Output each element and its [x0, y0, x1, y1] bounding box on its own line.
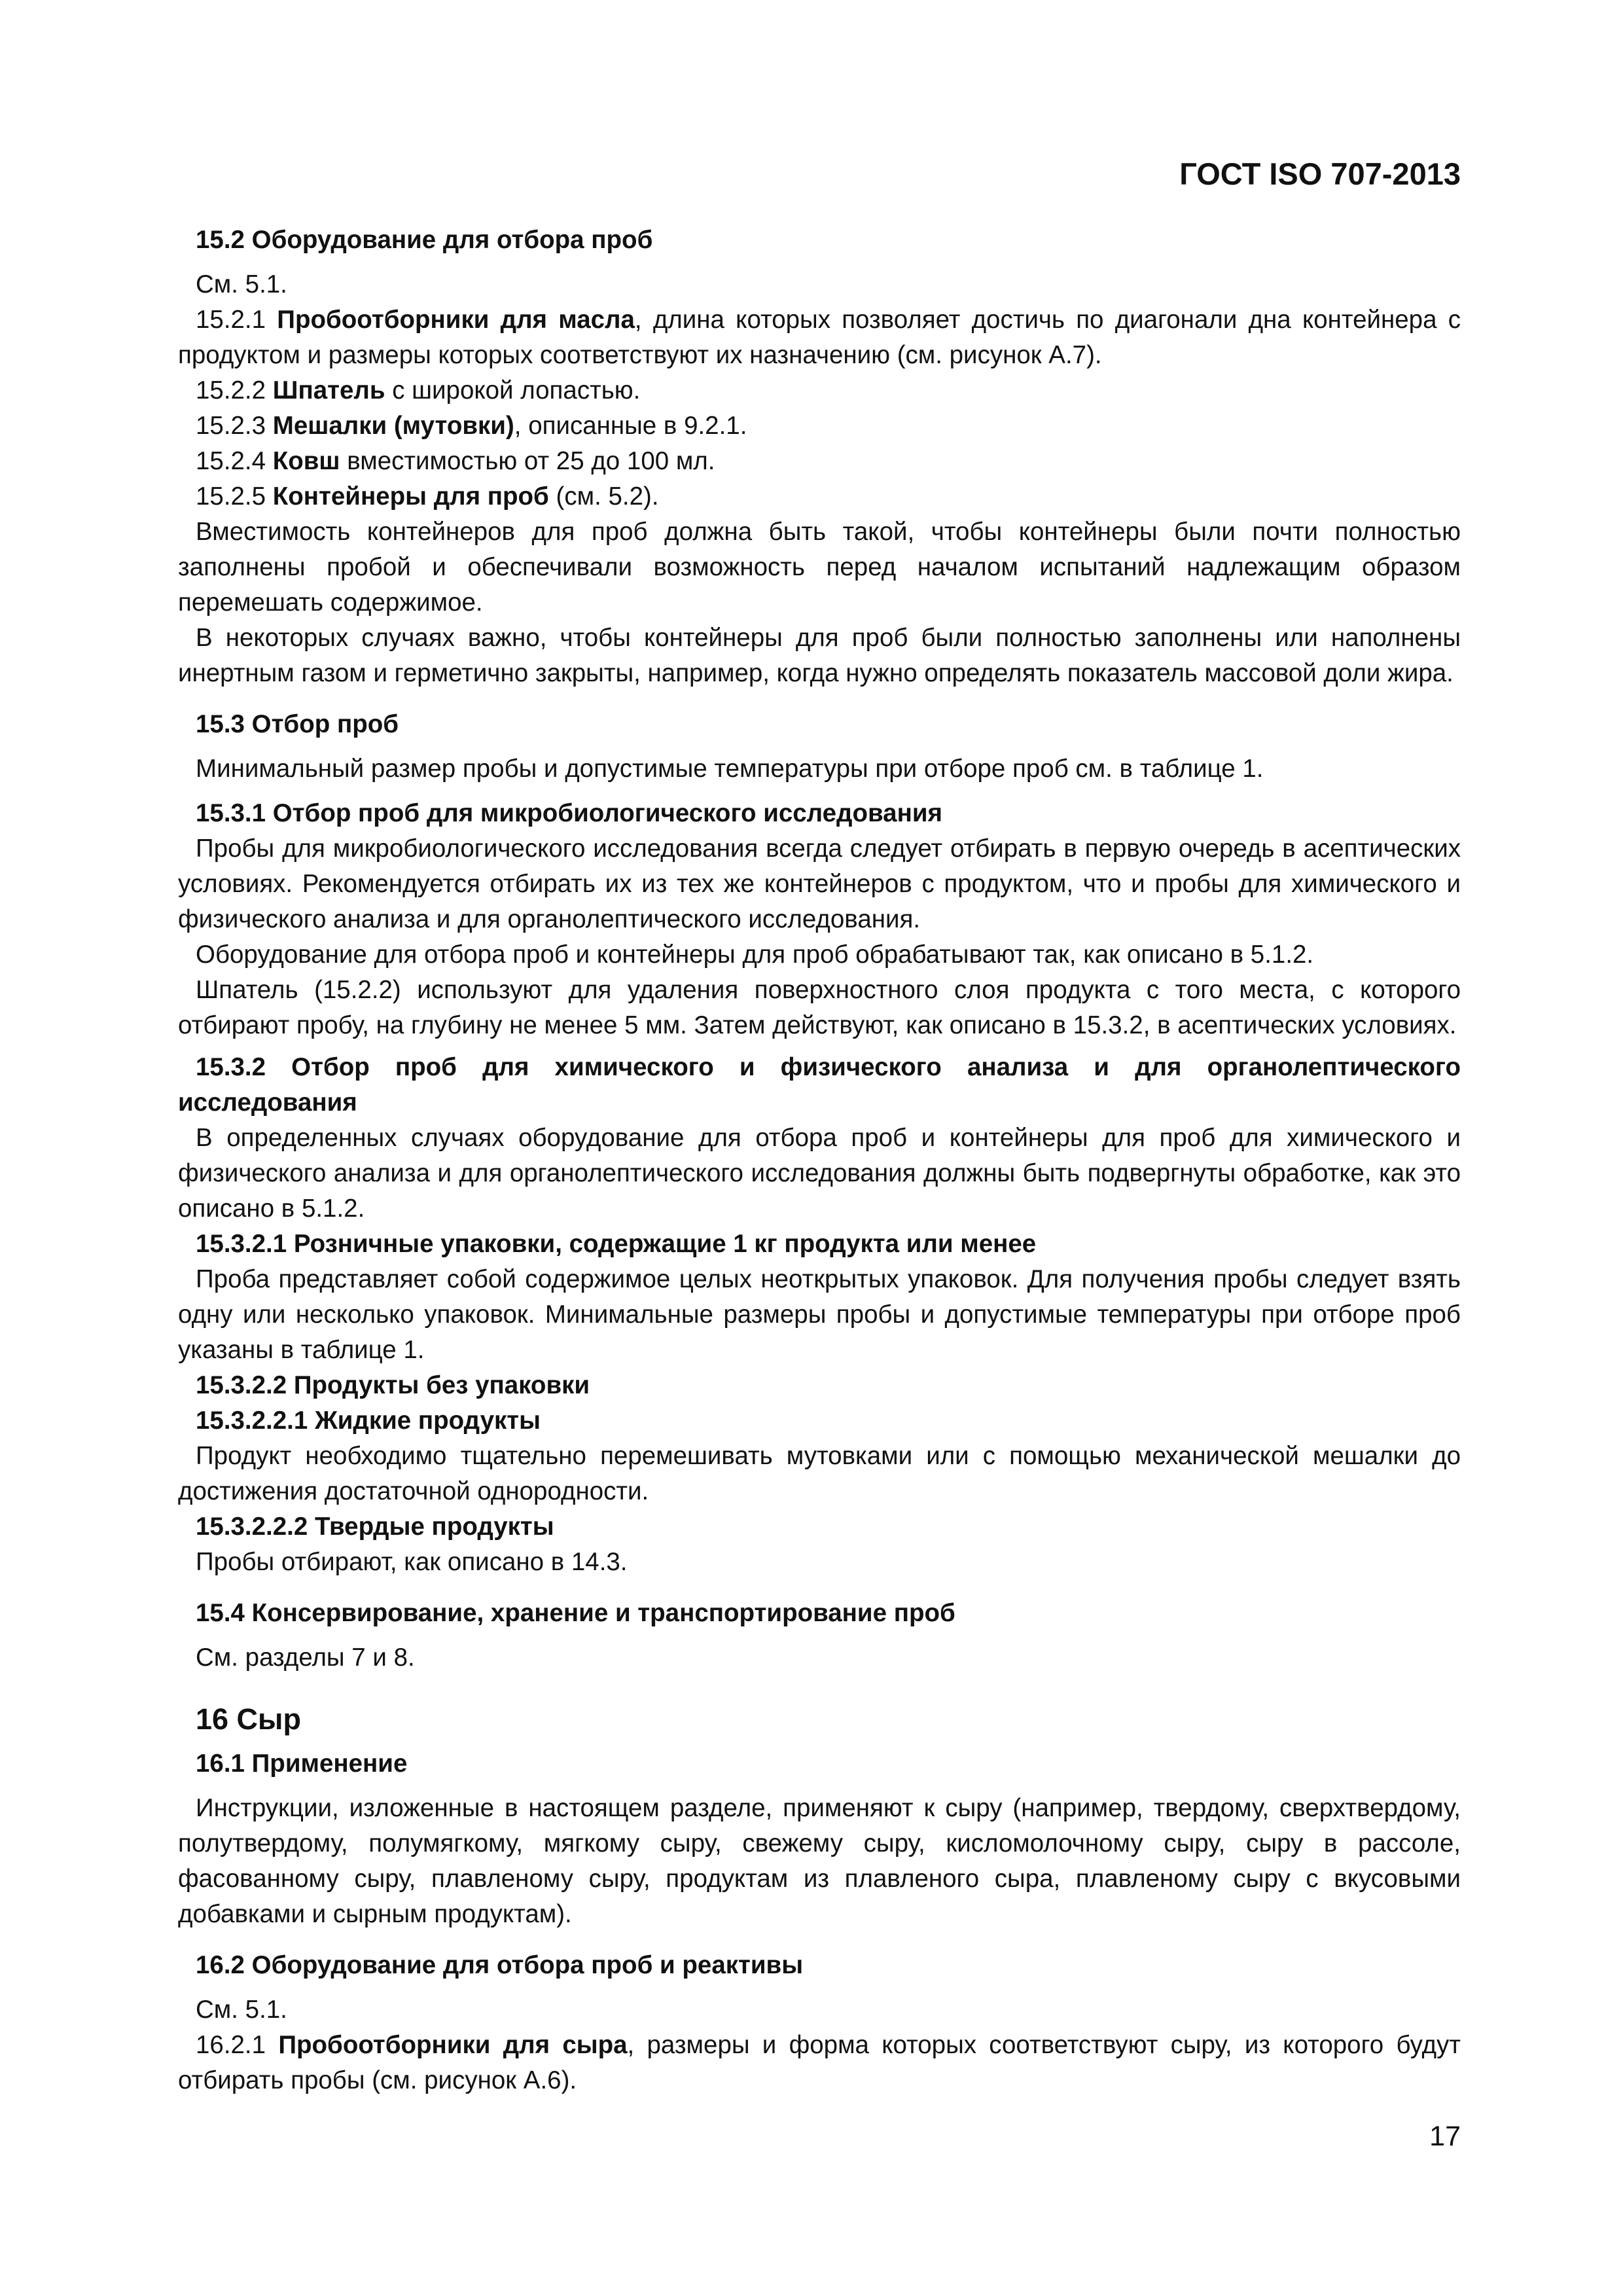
item-term: Пробоотборники для сыра — [278, 2031, 628, 2059]
paragraph: Минимальный размер пробы и допустимые температуры при отборе проб см. в таблице 1. — [196, 755, 1264, 783]
paragraph: В некоторых случаях важно, чтобы контейнеры для проб были полностью заполнены или наполнены инертным газом и герметично закрыты, например, когда нужно определять показатель массовой доли жира. — [178, 624, 1461, 687]
document-header: ГОСТ ISO 707-2013 — [1179, 156, 1461, 191]
item-number: 15.2.2 — [196, 376, 266, 404]
paragraph: Шпатель (15.2.2) используют для удаления поверхностного слоя продукта с того места, с которого отбирают пробу, на глубину не менее 5 мм. Затем действуют, как описано в 15.3.2, в асептических условиях. — [178, 976, 1461, 1039]
item-term: Контейнеры для проб — [272, 482, 549, 511]
section-heading-15-3-2: 15.3.2 Отбор проб для химического и физического анализа и для органолептического исследования — [178, 1053, 1461, 1117]
chapter-heading-16: 16 Сыр — [196, 1702, 301, 1736]
item-term: Ковш — [272, 447, 340, 475]
item-term: Мешалки (мутовки) — [272, 412, 514, 440]
item-text: , описанные в 9.2.1. — [514, 412, 747, 440]
list-item-16-2-1 — [178, 2028, 1461, 2098]
section-heading-15-3: 15.3 Отбор проб — [196, 710, 399, 738]
paragraph: В определенных случаях оборудование для отбора проб и контейнеры для проб для химического и физического анализа и для органолептического исследования должны быть подвергнуты обработке, как это описано в 5.1.2. — [178, 1124, 1461, 1223]
item-text: вместимостью от 25 до 100 мл. — [340, 447, 715, 475]
item-text: с широкой лопастью. — [385, 376, 641, 404]
item-text: , размеры и форма которых соответствуют сыру, из которого будут отбирать пробы (см. рисунок А.6). — [178, 2031, 1461, 2094]
section-heading-15-3-2-1: 15.3.2.1 Розничные упаковки, содержащие 1 кг продукта или менее — [196, 1230, 1037, 1258]
paragraph: Вместимость контейнеров для проб должна быть такой, чтобы контейнеры были почти полностью заполнены пробой и обеспечивали возможность перед началом испытаний надлежащим образом перемешать содержимое. — [178, 518, 1461, 617]
list-item-15-2-5 — [178, 479, 1461, 514]
section-heading-15-3-1: 15.3.1 Отбор проб для микробиологического исследования — [196, 799, 942, 827]
item-number: 15.2.3 — [196, 412, 266, 440]
item-number: 15.2.1 — [196, 306, 266, 334]
list-item-15-2-1 — [178, 302, 1461, 373]
paragraph: Инструкции, изложенные в настоящем разделе, применяют к сыру (например, твердому, сверхтвердому, полутвердому, полумягкому, мягкому сыру, свежему сыру, кисломолочному сыру, сыру в рассоле, фасованному сыру, плавленому сыру, продуктам из плавленого сыра, плавленому сыру с вкусовыми добавками и сырным продуктам). — [178, 1794, 1461, 1928]
item-term: Пробоотборники для масла — [277, 306, 635, 334]
paragraph: Продукт необходимо тщательно перемешивать мутовками или с помощью механической мешалки до достижения достаточной однородности. — [178, 1442, 1461, 1505]
document-body — [178, 223, 1461, 2098]
item-number: 15.2.5 — [196, 482, 266, 511]
list-item-15-2-2 — [178, 373, 1461, 408]
list-item-15-2-4 — [178, 444, 1461, 479]
item-term: Шпатель — [272, 376, 385, 404]
section-heading-15-3-2-2-1: 15.3.2.2.1 Жидкие продукты — [196, 1407, 541, 1435]
paragraph: Пробы отбирают, как описано в 14.3. — [196, 1548, 628, 1576]
paragraph: Пробы для микробиологического исследования всегда следует отбирать в первую очередь в асептических условиях. Рекомендуется отбирать их из тех же контейнеров с продуктом, что и пробы для химического и физического анализа и для органолептического исследования. — [178, 834, 1461, 933]
paragraph: Проба представляет собой содержимое целых неоткрытых упаковок. Для получения пробы следует взять одну или несколько упаковок. Минимальные размеры пробы и допустимые температуры при отборе проб указаны в таблице 1. — [178, 1265, 1461, 1364]
section-heading-15-3-2-2-2: 15.3.2.2.2 Твердые продукты — [196, 1513, 554, 1541]
paragraph: См. 5.1. — [196, 1996, 287, 2024]
item-text: (см. 5.2). — [548, 482, 659, 511]
section-heading-15-2: 15.2 Оборудование для отбора проб — [196, 226, 653, 254]
page-number: 17 — [1429, 2121, 1461, 2152]
item-text: , длина которых позволяет достичь по диагонали дна контейнера с продуктом и размеры которых соответствуют их назначению (см. рисунок А.7). — [178, 306, 1461, 369]
section-heading-16-1: 16.1 Применение — [196, 1749, 408, 1778]
paragraph: Оборудование для отбора проб и контейнеры для проб обрабатывают так, как описано в 5.1.2. — [196, 941, 1314, 969]
item-number: 15.2.4 — [196, 447, 266, 475]
section-heading-15-3-2-2: 15.3.2.2 Продукты без упаковки — [196, 1371, 590, 1399]
section-heading-15-4: 15.4 Консервирование, хранение и транспортирование проб — [196, 1599, 955, 1627]
section-heading-16-2: 16.2 Оборудование для отбора проб и реактивы — [196, 1951, 804, 1979]
paragraph: См. разделы 7 и 8. — [196, 1643, 415, 1672]
paragraph: См. 5.1. — [196, 270, 287, 298]
list-item-15-2-3 — [178, 408, 1461, 444]
item-number: 16.2.1 — [196, 2031, 266, 2059]
